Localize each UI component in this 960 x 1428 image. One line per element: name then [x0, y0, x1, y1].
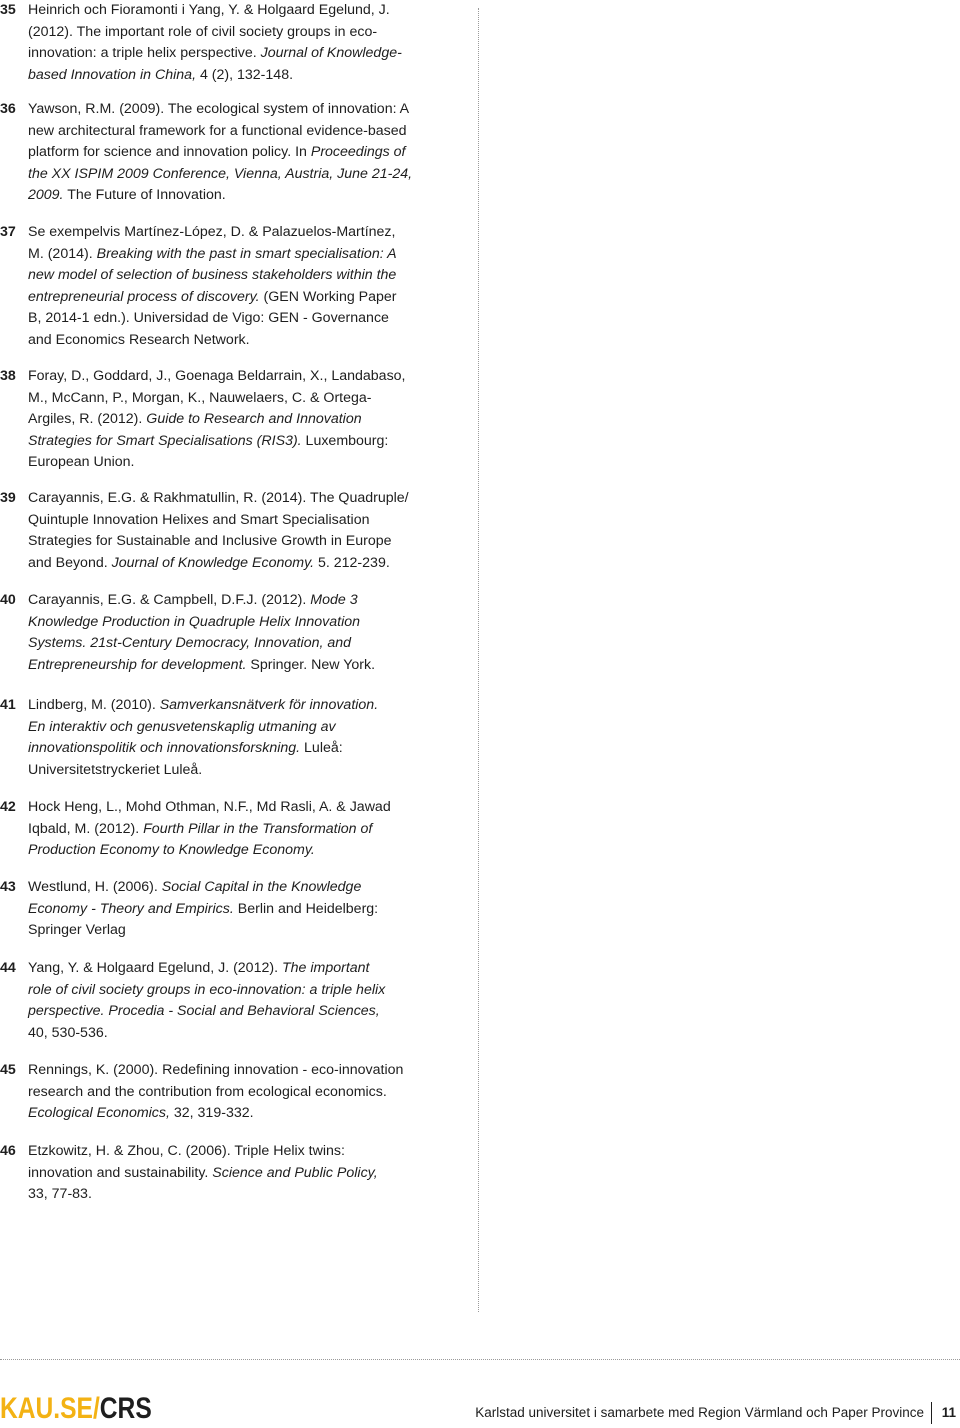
reference-number: 45 — [0, 1062, 16, 1078]
text: and Beyond. — [28, 554, 112, 571]
reference-line — [28, 1184, 466, 1206]
reference-line — [28, 980, 466, 1002]
text: M., McCann, P., Morgan, K., Nauwelaers, C. & Ortega- — [28, 389, 372, 406]
italic-text: role of civil society groups in eco-innovation: a triple helix — [28, 981, 386, 998]
italic-text: based Innovation in China, — [28, 66, 197, 83]
text: European Union. — [28, 454, 135, 471]
reference-line — [28, 330, 466, 352]
reference-line — [28, 633, 466, 655]
text: Westlund, H. (2006). — [28, 879, 162, 895]
reference-line — [28, 244, 466, 266]
reference-text — [28, 877, 466, 942]
text: innovation: a triple helix perspective. — [28, 45, 261, 62]
italic-text: En interaktiv och genusvetenskaplig utmaning av — [28, 718, 336, 735]
italic-text: Proceedings of — [310, 144, 406, 161]
reference-line — [28, 142, 466, 164]
text: Argiles, R. (2012). — [28, 411, 147, 428]
italic-text: Systems. 21st-Century Democracy, Innovation, and — [28, 635, 352, 652]
kau-crs-logo[interactable] — [0, 1390, 152, 1428]
page-number: 11 — [941, 1405, 956, 1420]
reference-line — [28, 22, 466, 44]
reference-line — [28, 99, 466, 121]
reference-line — [28, 1082, 466, 1104]
reference-line — [28, 590, 466, 612]
italic-text: innovationspolitik och innovationsforskning. — [28, 740, 301, 757]
logo-kau: KAU.SE/ — [0, 1392, 100, 1425]
reference-text — [28, 590, 466, 676]
text: and Economics Research Network. — [28, 331, 250, 348]
reference-line — [28, 431, 466, 453]
reference-line — [28, 717, 466, 739]
reference-text — [28, 695, 466, 781]
reference-line — [28, 488, 466, 510]
reference-text — [28, 1141, 466, 1206]
text: (2012). The important role of civil society groups in eco- — [28, 23, 378, 40]
reference-text — [28, 797, 466, 862]
reference-line — [28, 121, 466, 143]
text: Lindberg, M. (2010). — [28, 697, 160, 713]
italic-text: Knowledge Production in Quadruple Helix Innovation — [28, 613, 361, 630]
reference-number: 44 — [0, 960, 16, 976]
text: (GEN Working Paper — [259, 288, 397, 305]
reference-line — [28, 877, 466, 899]
text: Luxembourg: — [301, 432, 389, 449]
text: Springer. New York. — [246, 656, 376, 673]
text: Iqbald, M. (2012). — [28, 820, 144, 837]
italic-text: The important — [281, 960, 370, 976]
reference-text — [28, 488, 466, 574]
reference-text — [28, 1060, 466, 1125]
reference-number: 46 — [0, 1143, 16, 1159]
text: 32, 319-332. — [169, 1105, 254, 1122]
reference-number: 37 — [0, 224, 16, 240]
text: Yawson, R.M. (2009). The ecological system of innovation: A — [28, 101, 410, 117]
italic-text: the XX ISPIM 2009 Conference, Vienna, Austria, June 21-24, — [28, 165, 413, 182]
reference-line — [28, 185, 466, 207]
text: Foray, D., Goddard, J., Goenaga Beldarrain, X., Landabaso, — [28, 368, 406, 384]
italic-text: Science and Public Policy, — [212, 1164, 378, 1181]
reference-text — [28, 99, 466, 207]
reference-line — [28, 1001, 466, 1023]
reference-line — [28, 1023, 466, 1045]
reference-number: 40 — [0, 592, 16, 608]
text: Berlin and Heidelberg: — [233, 900, 379, 917]
reference-text — [28, 222, 466, 352]
text: Universitetstryckeriet Luleå. — [28, 761, 203, 778]
column-divider — [478, 8, 479, 1312]
reference-line — [28, 1060, 466, 1082]
reference-line — [28, 388, 466, 410]
reference-line — [28, 265, 466, 287]
reference-line — [28, 287, 466, 309]
reference-line — [28, 899, 466, 921]
reference-line — [28, 797, 466, 819]
reference-number: 36 — [0, 101, 16, 117]
italic-text: Social Capital in the Knowledge — [161, 879, 362, 895]
italic-text: Journal of Knowledge- — [260, 45, 402, 62]
footer-rule — [0, 1359, 960, 1360]
text: Hock Heng, L., Mohd Othman, N.F., Md Rasli, A. & Jawad — [28, 799, 391, 815]
italic-text: Journal of Knowledge Economy. — [111, 554, 315, 571]
text: research and the contribution from ecological economics. — [28, 1083, 387, 1100]
reference-text — [28, 0, 466, 86]
reference-line — [28, 452, 466, 474]
footer-separator — [931, 1402, 932, 1424]
italic-text: Strategies for Smart Specialisations (RIS3). — [28, 432, 302, 449]
reference-number: 38 — [0, 368, 16, 384]
text: Rennings, K. (2000). Redefining innovation - eco-innovation — [28, 1062, 404, 1078]
text: The Future of Innovation. — [63, 187, 226, 204]
italic-text: Guide to Research and Innovation — [146, 411, 362, 428]
reference-line — [28, 819, 466, 841]
reference-line — [28, 164, 466, 186]
text: Heinrich och Fioramonti i Yang, Y. & Holgaard Egelund, J. — [28, 2, 390, 18]
reference-line — [28, 1103, 466, 1125]
reference-number: 35 — [0, 2, 16, 18]
italic-text: Samverkansnätverk för innovation. — [159, 697, 379, 713]
italic-text: Entrepreneurship for development. — [28, 656, 247, 673]
reference-line — [28, 553, 466, 575]
italic-text: Economy - Theory and Empirics. — [28, 900, 234, 917]
reference-line — [28, 760, 466, 782]
text: Se exempelvis Martínez-López, D. & Palazuelos-Martínez, — [28, 224, 396, 240]
reference-line — [28, 738, 466, 760]
text: B, 2014-1 edn.). Universidad de Vigo: GEN - Governance — [28, 310, 389, 327]
italic-text: 2009. — [28, 187, 64, 204]
text: M. (2014). — [28, 245, 97, 262]
reference-line — [28, 655, 466, 677]
reference-line — [28, 366, 466, 388]
reference-line — [28, 65, 466, 87]
text: Luleå: — [300, 740, 343, 757]
reference-line — [28, 510, 466, 532]
italic-text: Breaking with the past in smart specialisation: A — [96, 245, 397, 262]
text: 33, 77-83. — [28, 1186, 92, 1203]
reference-line — [28, 1141, 466, 1163]
reference-line — [28, 0, 466, 22]
reference-number: 43 — [0, 879, 16, 895]
italic-text: Production Economy to Knowledge Economy. — [28, 842, 315, 859]
reference-line — [28, 920, 466, 942]
text: 4 (2), 132-148. — [196, 66, 294, 83]
reference-line — [28, 612, 466, 634]
reference-line — [28, 43, 466, 65]
reference-line — [28, 958, 466, 980]
text: innovation and sustainability. — [28, 1164, 213, 1181]
italic-text: perspective. Procedia - Social and Behavioral Sciences, — [28, 1003, 380, 1020]
text: 5. 212-239. — [314, 554, 390, 571]
text: Yang, Y. & Holgaard Egelund, J. (2012). — [28, 960, 282, 976]
italic-text: Mode 3 — [310, 592, 358, 608]
text: Quintuple Innovation Helixes and Smart Specialisation — [28, 511, 370, 528]
reference-line — [28, 695, 466, 717]
reference-number: 41 — [0, 697, 16, 713]
reference-line — [28, 409, 466, 431]
text: 40, 530-536. — [28, 1024, 108, 1041]
reference-text — [28, 366, 466, 474]
text: Etzkowitz, H. & Zhou, C. (2006). Triple Helix twins: — [28, 1143, 345, 1159]
footer-text: Karlstad universitet i samarbete med Region Värmland och Paper Province — [475, 1405, 924, 1420]
reference-line — [28, 308, 466, 330]
italic-text: entrepreneurial process of discovery. — [28, 288, 260, 305]
italic-text: Fourth Pillar in the Transformation of — [143, 820, 373, 837]
italic-text: Ecological Economics, — [28, 1105, 170, 1122]
reference-text — [28, 958, 466, 1044]
reference-number: 42 — [0, 799, 16, 815]
reference-line — [28, 840, 466, 862]
text: Strategies for Sustainable and Inclusive Growth in Europe — [28, 533, 392, 550]
italic-text: new model of selection of business stakeholders within the — [28, 267, 397, 284]
text: new architectural framework for a functional evidence-based — [28, 122, 407, 139]
text: Carayannis, E.G. & Campbell, D.F.J. (2012). — [28, 592, 311, 608]
reference-line — [28, 1163, 466, 1185]
logo-crs: CRS — [99, 1392, 152, 1425]
reference-number: 39 — [0, 490, 16, 506]
text: Springer Verlag — [28, 922, 126, 939]
reference-line — [28, 531, 466, 553]
text: Carayannis, E.G. & Rakhmatullin, R. (2014). The Quadruple/ — [28, 490, 409, 506]
reference-line — [28, 222, 466, 244]
text: platform for science and innovation policy. In — [28, 144, 311, 161]
